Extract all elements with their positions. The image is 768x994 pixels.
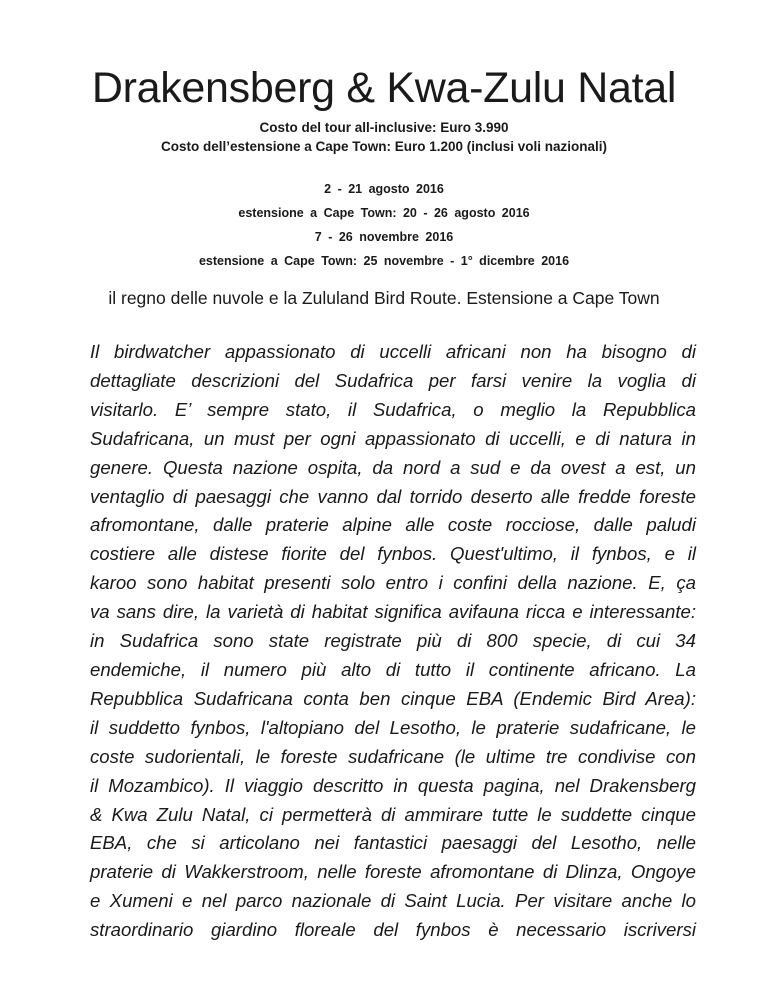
subtitle: il regno delle nuvole e la Zululand Bird Route. Estensione a Cape Town (108, 288, 660, 308)
body-line: va sans dire, la varietà di habitat significa avifauna ricca e interessante: (90, 601, 696, 623)
body-line: praterie di Wakkerstroom, nelle foreste afromontane di Dlinza, Ongoye (90, 861, 696, 883)
body-line: in Sudafrica sono state registrate più di 800 specie, di cui 34 (90, 630, 696, 652)
extension-cost: Costo dell’estensione a Cape Town: Euro 1.200 (inclusi voli nazionali) (160, 139, 608, 154)
body-line: e Xumeni e nel parco nazionale di Saint Lucia. Per visitare anche lo (90, 890, 696, 912)
body-line: il Mozambico). Il viaggio descritto in questa pagina, nel Drakensberg (90, 774, 696, 796)
body-line: EBA, che si articolano nei fantastici paesaggi del Lesotho, nelle (90, 832, 696, 854)
tour-cost: Costo del tour all-inclusive: Euro 3.990 (259, 120, 509, 135)
body-paragraph (90, 338, 696, 945)
cost-info (0, 118, 768, 156)
body-line: straordinario giardino floreale del fynbos è necessario iscriversi (90, 919, 696, 941)
body-line: costiere alle distese fiorite del fynbos. Quest'ultimo, il fynbos, e il (90, 543, 696, 565)
body-line: genere. Questa nazione ospita, da nord a sud e da ovest a est, un (90, 456, 696, 478)
date-line: estensione a Cape Town: 20 - 26 agosto 2016 (238, 206, 530, 220)
date-line: estensione a Cape Town: 25 novembre - 1° dicembre 2016 (198, 254, 570, 268)
body-line: visitarlo. E’ sempre stato, il Sudafrica, o meglio la Repubblica (90, 398, 696, 420)
body-line: afromontane, dalle praterie alpine alle coste rocciose, dalle paludi (90, 514, 696, 536)
body-line: Sudafricana, un must per ogni appassionato di uccelli, e di natura in (90, 427, 696, 449)
body-line: coste sudorientali, le foreste sudafricane (le ultime tre condivise con (90, 745, 696, 767)
tour-dates (0, 177, 768, 273)
body-line: ventaglio di paesaggi che vanno dal torrido deserto alle fredde foreste (90, 485, 696, 507)
body-line: dettagliate descrizioni del Sudafrica per farsi venire la voglia di (90, 369, 696, 391)
date-line: 7 - 26 novembre 2016 (314, 230, 454, 244)
body-line: & Kwa Zulu Natal, ci permetterà di ammirare tutte le suddette cinque (90, 803, 696, 825)
body-line: Il birdwatcher appassionato di uccelli africani non ha bisogno di (90, 341, 696, 362)
body-line: il suddetto fynbos, l'altopiano del Lesotho, le praterie sudafricane, le (90, 716, 696, 738)
body-line: endemiche, il numero più alto di tutto il continente africano. La (90, 658, 696, 680)
date-line: 2 - 21 agosto 2016 (324, 182, 444, 196)
body-line: karoo sono habitat presenti solo entro i confini della nazione. E, ça (90, 572, 696, 594)
page-title: Drakensberg & Kwa-Zulu Natal (91, 64, 677, 112)
body-line: Repubblica Sudafricana conta ben cinque EBA (Endemic Bird Area): (90, 687, 696, 709)
